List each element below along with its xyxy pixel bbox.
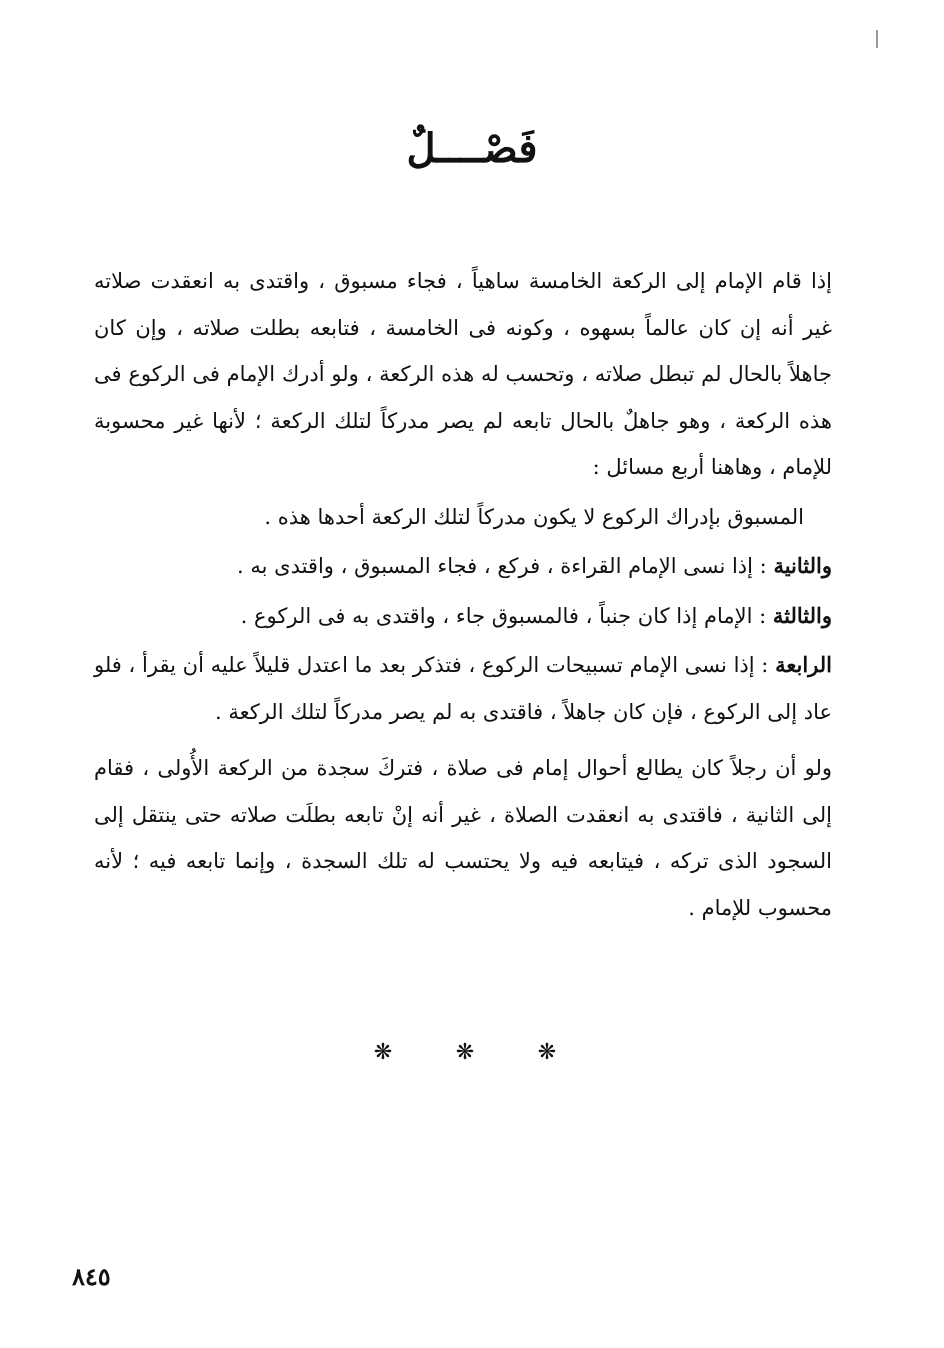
issue-first-paragraph: المسبوق بإدراك الركوع لا يكون مدركاً لتلك الركعة أحدها هذه . bbox=[264, 504, 804, 529]
body-text bbox=[94, 258, 832, 931]
page-number: ٨٤٥ bbox=[72, 1262, 111, 1291]
asterism-star-icon: ❋ bbox=[373, 1040, 393, 1065]
issue-third-text: : الإمام إذا كان جنباً ، فالمسبوق جاء ، واقتدى به فى الركوع . bbox=[240, 603, 773, 628]
intro-paragraph: إذا قام الإمام إلى الركعة الخامسة ساهياً ، فجاء مسبوق ، واقتدى به انعقدت صلاته غير أنه إن كان عالماً بسهوه ، وكونه فى الخامسة ، فتابعه بطلت صلاته ، وإن كان جاهلاً بالحال لم تبطل صلاته ، وتحسب له هذه الركعة ، ولو أدرك الإمام فى الركوع فى هذه الركعة ، وهو جاهلٌ بالحال تابعه لم يصر مدركاً لتلك الركعة ؛ لأنها غير محسوبة للإمام ، وهاهنا أربع مسائل : bbox=[94, 269, 832, 479]
closing-paragraph: ولو أن رجلاً كان يطالع أحوال إمام فى صلاة ، فتركَ سجدة من الركعة الأُولى ، فقام إلى الثانية ، فاقتدى به انعقدت الصلاة ، غير أنه إنْ تابعه بطلَت صلاته حتى ينتقل إلى السجود الذى تركه ، فيتابعه فيه ولا يحتسب له تلك السجدة ، وإنما تابعه فيه ؛ لأنه محسوب للإمام . bbox=[94, 756, 832, 920]
issue-fourth-text: : إذا نسى الإمام تسبيحات الركوع ، فتذكر بعد ما اعتدل قليلاً عليه أن يقرأ ، فلو عاد إلى الركوع ، فإن كان جاهلاً ، فاقتدى به لم يصر مدركاً لتلك الركعة . bbox=[94, 653, 832, 724]
issue-fourth-label: الرابعة bbox=[775, 652, 832, 677]
issue-third-label: والثالثة bbox=[772, 602, 832, 628]
asterism-star-icon: ❋ bbox=[537, 1040, 557, 1065]
asterism-star-icon: ❋ bbox=[455, 1040, 475, 1065]
issue-second-label: والثانية bbox=[773, 553, 832, 578]
issue-fourth-paragraph bbox=[94, 642, 832, 735]
section-divider-ornament bbox=[370, 1040, 560, 1065]
section-heading-text: فَصْــــلٌ bbox=[406, 125, 538, 172]
issue-second-text: : إذا نسى الإمام القراءة ، فركع ، فجاء المسبوق ، واقتدى به . bbox=[237, 554, 774, 578]
issue-second-paragraph bbox=[94, 543, 832, 590]
section-heading bbox=[0, 125, 944, 172]
issue-third-paragraph bbox=[94, 593, 832, 640]
margin-mark bbox=[876, 30, 878, 48]
